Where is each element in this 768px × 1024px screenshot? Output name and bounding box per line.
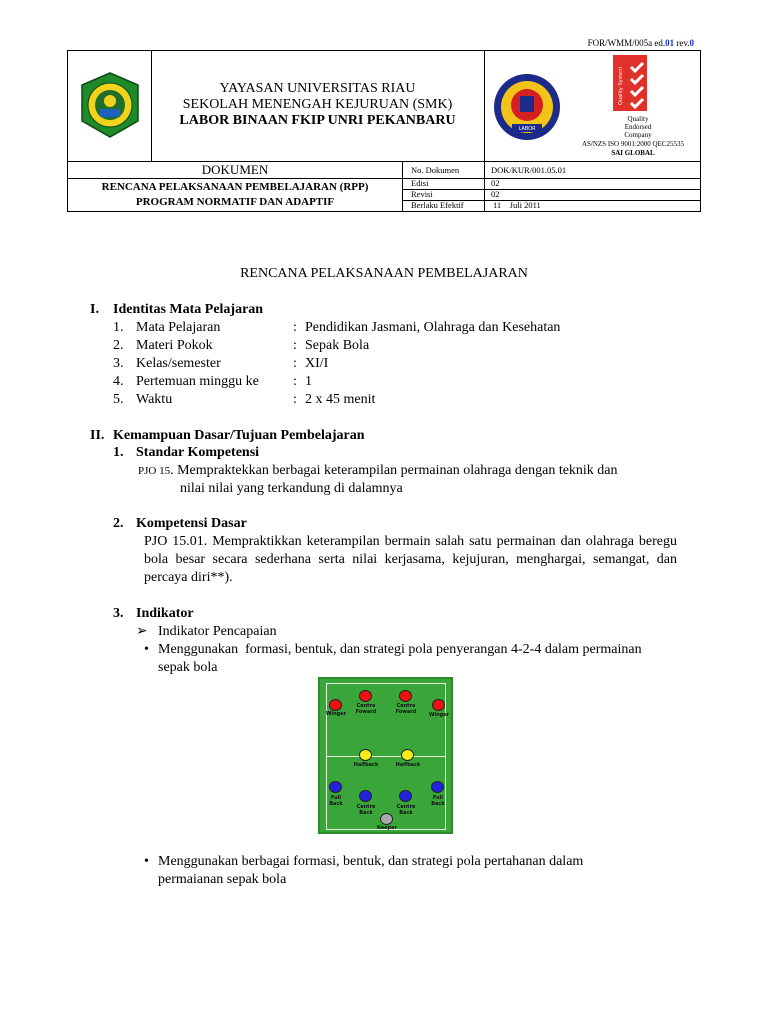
sk-number: 1. [113, 445, 124, 460]
label-centre-forward: Centre Foward [395, 703, 417, 715]
unri-logo [76, 71, 144, 139]
label-halfback: Halfback [395, 762, 421, 768]
rpp-title: RENCANA PELAKSANAAN PEMBELAJARAN (RPP) PROGRAM NORMATIF DAN ADAPTIF [101, 181, 369, 208]
document-header-table [67, 50, 701, 212]
player-halfback-left [359, 749, 372, 761]
identity-item-value: Sepak Bola [305, 338, 370, 353]
meta-label-no-dokumen: No. Dokumen [411, 165, 460, 175]
sk-text-continued: nilai nilai yang terkandung di dalamnya [180, 481, 403, 496]
quality-endorsed-text: Quality Endorsed Company [624, 115, 652, 139]
player-winger-right [432, 699, 445, 711]
label-winger: Winger [428, 712, 450, 718]
arrow-bullet-icon: ➢ [136, 624, 148, 639]
player-winger-left [329, 699, 342, 711]
label-halfback: Halfback [353, 762, 379, 768]
player-keeper [380, 813, 393, 825]
meta-label-edisi: Edisi [411, 178, 429, 188]
svg-text:Quality System: Quality System [618, 66, 624, 105]
page-title: RENCANA PELAKSANAAN PEMBELAJARAN [240, 266, 528, 281]
meta-value-berlaku: 11 Juli 2011 [493, 200, 541, 210]
identity-colon: : [293, 392, 297, 407]
identity-colon: : [293, 320, 297, 335]
bullet2-text-continued: permaianan sepak bola [158, 872, 287, 887]
indicator-subheading: Indikator Pencapaian [158, 624, 277, 639]
indicator-heading: Indikator [136, 606, 194, 621]
label-centre-forward: Centre Foward [355, 703, 377, 715]
bullet1-text-continued: sepak bola [158, 660, 218, 675]
label-full-back: Full Back [329, 795, 343, 807]
identity-item-value: 1 [305, 374, 312, 389]
identity-item-number: 1. [113, 320, 124, 335]
identity-item-number: 3. [113, 356, 124, 371]
identity-item-value: 2 x 45 menit [305, 392, 376, 407]
player-full-back-right [431, 781, 444, 793]
identity-item-value: XI/I [305, 356, 329, 371]
identity-colon: : [293, 356, 297, 371]
label-centre-back: Centre Back [356, 804, 376, 816]
kd-text: PJO 15.01. Mempraktikkan keterampilan bermain salah satu permainan dan olahraga beregu bola besar secara sederhana serta nilai kerjasama, kejujuran, menghargai, semangat, dan percaya diri**). [144, 534, 677, 585]
identity-item-number: 5. [113, 392, 124, 407]
meta-label-revisi: Revisi [411, 189, 433, 199]
player-centre-back-right [399, 790, 412, 802]
bullet-icon: • [144, 642, 149, 657]
iso-certification: AS/NZS ISO 9001:2000 QEC25535 SAI GLOBAL [581, 140, 685, 157]
identity-colon: : [293, 338, 297, 353]
sk-text: PJO 15. Mempraktekkan berbagai keterampilan permainan olahraga dengan teknik dan [138, 463, 618, 478]
meta-value-revisi: 02 [491, 189, 500, 199]
sk-heading: Standar Kompetensi [136, 445, 260, 460]
form-code: FOR/WMM/005a ed.01 rev.0 [587, 38, 694, 48]
label-keeper: Keeper [376, 825, 397, 831]
bullet-icon: • [144, 854, 149, 869]
player-centre-back-left [359, 790, 372, 802]
section1-number: I. [90, 302, 99, 317]
document-label: DOKUMEN [201, 162, 269, 177]
label-centre-back: Centre Back [396, 804, 416, 816]
label-winger: Winger [325, 711, 347, 717]
player-centre-forward-left [359, 690, 372, 702]
identity-item-number: 4. [113, 374, 124, 389]
meta-value-no-dokumen: DOK/KUR/001.05.01 [491, 165, 567, 175]
labor-logo [492, 72, 562, 142]
section1-heading: Identitas Mata Pelajaran [113, 302, 264, 317]
kd-heading: Kompetensi Dasar [136, 516, 247, 531]
identity-item-key: Materi Pokok [136, 338, 213, 353]
bullet1-text: Menggunakan formasi, bentuk, dan strategi pola penyerangan 4-2-4 dalam permainan [158, 642, 642, 657]
player-full-back-left [329, 781, 342, 793]
section2-heading: Kemampuan Dasar/Tujuan Pembelajaran [113, 428, 365, 443]
indicator-number: 3. [113, 606, 124, 621]
meta-value-edisi: 02 [491, 178, 500, 188]
identity-item-key: Waktu [136, 392, 173, 407]
football-formation-diagram [318, 677, 453, 834]
label-full-back: Full Back [431, 795, 445, 807]
identity-item-number: 2. [113, 338, 124, 353]
meta-label-berlaku: Berlaku Efektif [411, 200, 464, 210]
identity-item-key: Kelas/semester [136, 356, 221, 371]
bullet2-text: Menggunakan berbagai formasi, bentuk, dan strategi pola pertahanan dalam [158, 854, 584, 869]
svg-text:LABOR: LABOR [518, 126, 536, 132]
player-centre-forward-right [399, 690, 412, 702]
section2-number: II. [90, 428, 105, 443]
player-halfback-right [401, 749, 414, 761]
identity-item-key: Pertemuan minggu ke [136, 374, 259, 389]
kd-number: 2. [113, 516, 124, 531]
identity-item-value: Pendidikan Jasmani, Olahraga dan Kesehatan [305, 320, 561, 335]
identity-item-key: Mata Pelajaran [136, 320, 221, 335]
identity-colon: : [293, 374, 297, 389]
quality-system-badge [613, 55, 651, 113]
organization-name: YAYASAN UNIVERSITAS RIAU SEKOLAH MENENGAH KEJURUAN (SMK) LABOR BINAAN FKIP UNRI PEKANBARU [179, 81, 456, 128]
